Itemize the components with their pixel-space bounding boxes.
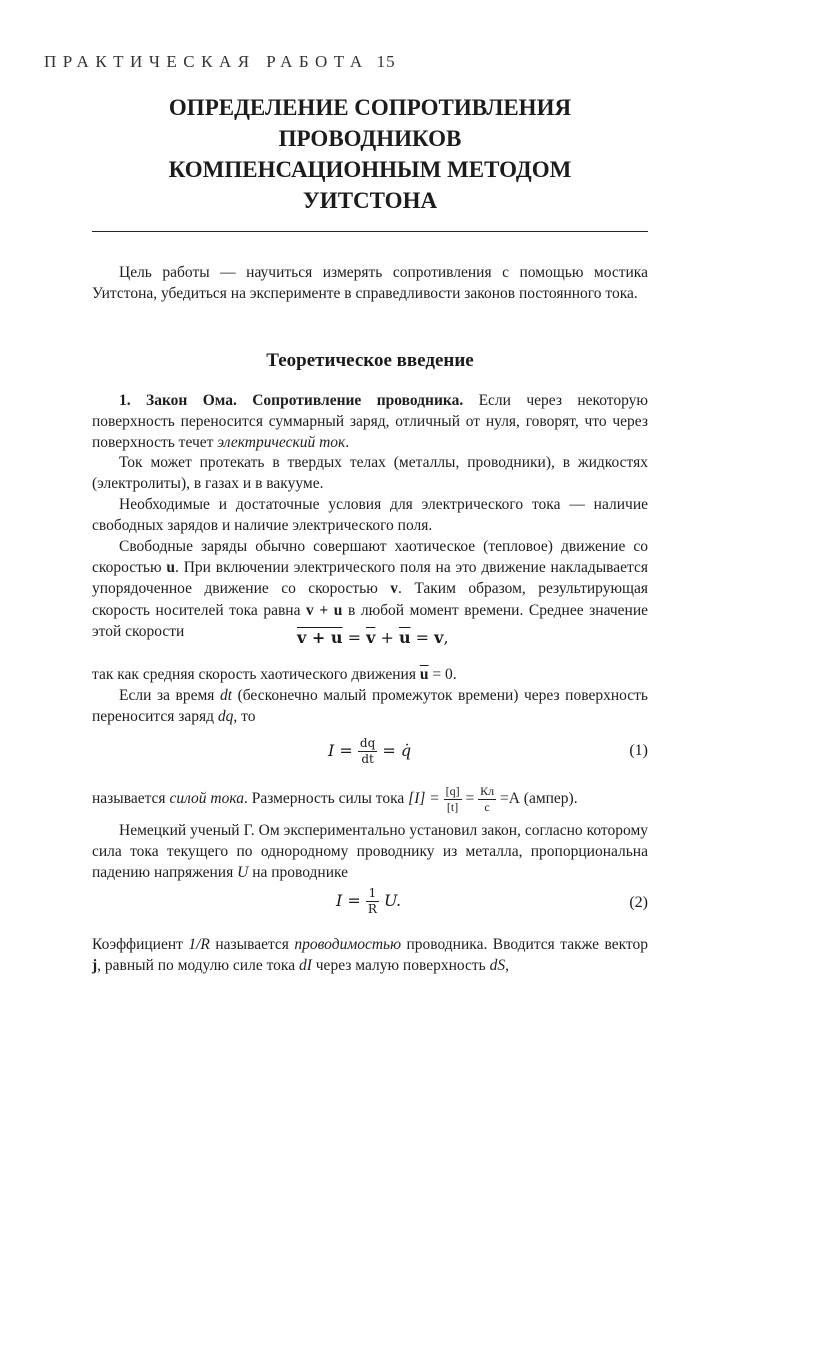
paragraph-text: (бесконечно малый промежуток времени) через поверхность переносится заряд (92, 687, 648, 726)
title-line: ПРОВОДНИКОВ (278, 126, 462, 151)
paragraph-text: Коэффициент (92, 936, 189, 953)
title-divider (92, 231, 648, 232)
page-number: 15 (376, 52, 396, 71)
formula-fraction (358, 736, 377, 767)
formula-term: I = (336, 891, 366, 910)
fraction-denominator: [t] (446, 799, 459, 814)
vector-j: j (92, 957, 98, 975)
term-current-strength: силой тока (169, 790, 244, 807)
page-title (92, 92, 648, 216)
formula-term: U. (378, 891, 402, 910)
paragraph-text: Немецкий ученый Г. Ом экспериментально установил закон, согласно которому сила тока текущего по однородному проводнику из металла, пропорциональна падению напряжения (92, 822, 648, 882)
paragraph-text: = 0. (428, 666, 457, 683)
formula-operator: = (342, 628, 367, 647)
formula-operator: , (443, 628, 449, 647)
paragraph-ohm-law (92, 390, 648, 454)
equation-number: (1) (629, 742, 648, 759)
paragraph-text: Если за время (119, 687, 220, 704)
formula-fraction (444, 784, 462, 815)
symbol-u: U (237, 864, 249, 882)
paragraph-text: Свободные заряды обычно совершают хаотическое (тепловое) движение со скоростью (92, 538, 648, 577)
term-electric-current: электрический ток (217, 434, 346, 452)
paragraph-heading: 1. Закон Ома. Сопротивление проводника. (119, 392, 464, 409)
formula-term: v (434, 628, 444, 647)
paragraph-conditions: Необходимые и достаточные условия для электрического тока — наличие свободных зарядов и наличие электрического поля. (92, 496, 648, 535)
vector-u: $\overline{u}$ (419, 666, 429, 683)
formula-term: v + u (297, 628, 343, 647)
formula-operator: + (375, 628, 399, 647)
fraction-denominator: c (484, 799, 490, 814)
paragraph-chaotic (92, 664, 648, 685)
formula-average-velocity (92, 628, 648, 652)
formula-2 (92, 886, 648, 926)
formula-operator: = (410, 628, 435, 647)
paragraph-text: в любой момент времени. Среднее значение этой скорости (92, 601, 649, 640)
section-title: Теоретическое введение (266, 350, 474, 371)
formula-term: [I] = (408, 790, 444, 807)
paragraph-ohm (92, 820, 648, 884)
formula-1 (92, 736, 648, 772)
paragraph-text: называется (209, 936, 295, 953)
title-line: КОМПЕНСАЦИОННЫМ МЕТОДОМ (168, 157, 572, 182)
formula-term: $\overline{u}$ (398, 628, 411, 647)
title-line: ОПРЕДЕЛЕНИЕ СОПРОТИВЛЕНИЯ (168, 95, 572, 120)
paragraph-text: называется (92, 790, 170, 807)
vector-u: u (166, 559, 176, 577)
formula-fraction (366, 886, 379, 917)
formula-term: $\overline{v}$ (366, 628, 376, 647)
title-line: УИТСТОНА (302, 188, 438, 213)
paragraph-text: Если через некоторую поверхность переносится суммарный заряд, отличный от нуля, говорят, что через поверхность течет (92, 392, 649, 452)
formula-operator: = (461, 790, 479, 807)
formula-term: = q̇ (377, 741, 412, 760)
paragraph-text: , то (233, 708, 256, 726)
fraction-numerator: 1 (366, 886, 379, 902)
term-conductance: проводимостью (294, 936, 402, 953)
fraction-numerator: dq (359, 736, 376, 750)
paragraph-text: , (505, 957, 509, 975)
symbol-dt: dt (219, 687, 233, 704)
header-label: ПРАКТИЧЕСКАЯ РАБОТА (44, 52, 369, 71)
equation-number: (2) (629, 894, 648, 911)
fraction-numerator: [q] (445, 783, 460, 798)
symbol-dq: dq (217, 708, 234, 726)
formula-term: I = (328, 741, 358, 760)
paragraph-text: . (345, 434, 350, 452)
paragraph-current-strength (92, 782, 648, 816)
paragraph-text: =А (ампер). (496, 790, 578, 807)
paragraph-text: . При включении электрического поля на это движение накладывается упорядоченное движение со скоростью (92, 559, 648, 598)
symbol-conductance: 1/R (188, 936, 210, 953)
vector-v: v (390, 580, 399, 598)
fraction-denominator: dt (361, 752, 374, 766)
paragraph-text: проводника. Вводится также вектор (401, 936, 648, 953)
fraction-numerator: Кл (480, 783, 495, 798)
vector-sum: v + u (306, 601, 343, 619)
paragraph-text: . Таким образом, результирующая скорость носителей тока равна (92, 580, 648, 619)
goal-paragraph: Цель работы — научиться измерять сопротивления с помощью мостика Уитстона, убедиться на эксперименте в справедливости законов постоянного тока. (92, 264, 648, 303)
formula-fraction (478, 784, 496, 815)
symbol-di: dI (298, 957, 312, 975)
symbol-ds: dS (489, 957, 506, 975)
fraction-denominator: R (367, 902, 377, 916)
paragraph-text: через малую поверхность (311, 957, 490, 975)
running-header (44, 52, 604, 72)
paragraph-text: . Размерность силы тока (243, 790, 409, 807)
paragraph-conductance (92, 934, 648, 976)
paragraph-text: , равный по модулю силе тока (97, 957, 299, 975)
paragraph-dt (92, 685, 648, 727)
paragraph-media: Ток может протекать в твердых телах (металлы, проводники), в жидкостях (электролиты), в газах и в вакууме. (92, 454, 648, 493)
paragraph-text: так как средняя скорость хаотического движения (92, 666, 420, 683)
paragraph-free-charges (92, 536, 648, 642)
paragraph-text: на проводнике (248, 864, 349, 882)
